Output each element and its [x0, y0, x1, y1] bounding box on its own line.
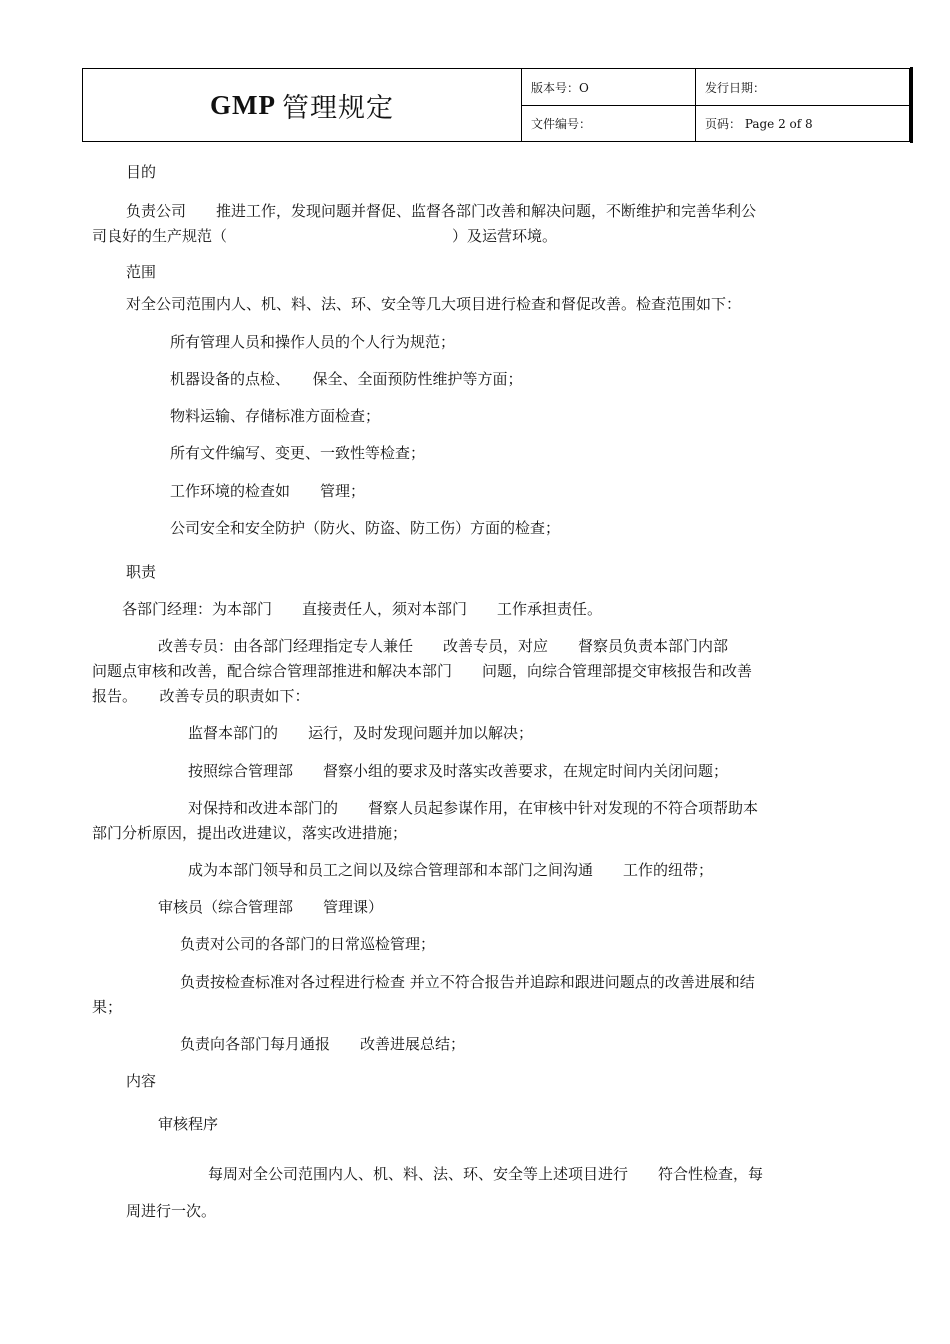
purpose-text-line: 司良好的生产规范（ ）及运营环境。: [92, 227, 558, 245]
scope-intro: 对全公司范围内人、机、料、法、环、安全等几大项目进行检查和督促改善。检查范围如下：: [126, 295, 742, 313]
auditor-duty-item: 果；: [92, 998, 123, 1016]
duties-specialist-line: 改善专员：由各部门经理指定专人兼任 改善专员，对应 督察员负责本部门内部: [158, 637, 729, 655]
title-text: 管理规定: [281, 92, 394, 124]
scope-item: 公司安全和安全防护（防火、防盗、防工伤）方面的检查；: [170, 519, 561, 537]
auditor-duty-item: 负责按检查标准对各过程进行检查 并立不符合报告并追踪和跟进问题点的改善进展和结: [180, 973, 755, 991]
specialist-duty-item: 对保持和改进本部门的 督察人员起参谋作用，在审核中针对发现的不符合项帮助本: [188, 799, 759, 817]
section-title-purpose: 目的: [126, 163, 157, 181]
auditor-duty-item: 负责对公司的各部门的日常巡检管理；: [180, 935, 436, 953]
title-gmp: GMP: [210, 89, 276, 120]
auditor-heading: 审核员（综合管理部 管理课）: [158, 898, 384, 916]
purpose-text-line: 负责公司 推进工作，发现问题并督促、监督各部门改善和解决问题，不断维护和完善华利公: [126, 202, 757, 220]
auditor-duty-item: 负责向各部门每月通报 改善进展总结；: [180, 1035, 466, 1053]
scope-item: 机器设备的点检、 保全、全面预防性维护等方面；: [170, 370, 523, 388]
section-title-scope: 范围: [126, 263, 157, 281]
section-title-duties: 职责: [126, 563, 157, 581]
doc-number-cell: 文件编号：: [531, 117, 592, 131]
audit-procedure-text: 周进行一次。: [126, 1202, 217, 1220]
page-number-cell: 页码： Page 2 of 8: [705, 117, 813, 131]
issue-date-cell: 发行日期：: [705, 80, 766, 95]
version-cell: 版本号：O: [531, 80, 589, 95]
duties-manager: 各部门经理：为本部门 直接责任人，须对本部门 工作承担责任。: [122, 600, 603, 618]
specialist-duty-item: 监督本部门的 运行，及时发现问题并加以解决；: [188, 724, 534, 742]
document-header-table: [82, 68, 910, 142]
document-title: [83, 69, 521, 141]
scope-item: 工作环境的检查如 管理；: [170, 482, 366, 500]
specialist-duty-item: 成为本部门领导和员工之间以及综合管理部和本部门之间沟通 工作的纽带；: [188, 861, 714, 879]
scope-item: 所有管理人员和操作人员的个人行为规范；: [170, 333, 456, 351]
scope-item: 物料运输、存储标准方面检查；: [170, 407, 381, 425]
section-title-content: 内容: [126, 1072, 157, 1090]
duties-specialist-line: 报告。 改善专员的职责如下：: [92, 687, 310, 705]
audit-procedure-heading: 审核程序: [158, 1115, 219, 1133]
duties-specialist-line: 问题点审核和改善，配合综合管理部推进和解决本部门 问题，向综合管理部提交审核报告和改善: [92, 662, 753, 680]
audit-procedure-text: 每周对全公司范围内人、机、料、法、环、安全等上述项目进行 符合性检查，每: [208, 1165, 764, 1183]
specialist-duty-item: 按照综合管理部 督察小组的要求及时落实改善要求，在规定时间内关闭问题；: [188, 762, 729, 780]
scope-item: 所有文件编写、变更、一致性等检查；: [170, 444, 426, 462]
header-right-border: [910, 67, 913, 143]
specialist-duty-item: 部门分析原因，提出改进建议，落实改进措施；: [92, 824, 408, 842]
